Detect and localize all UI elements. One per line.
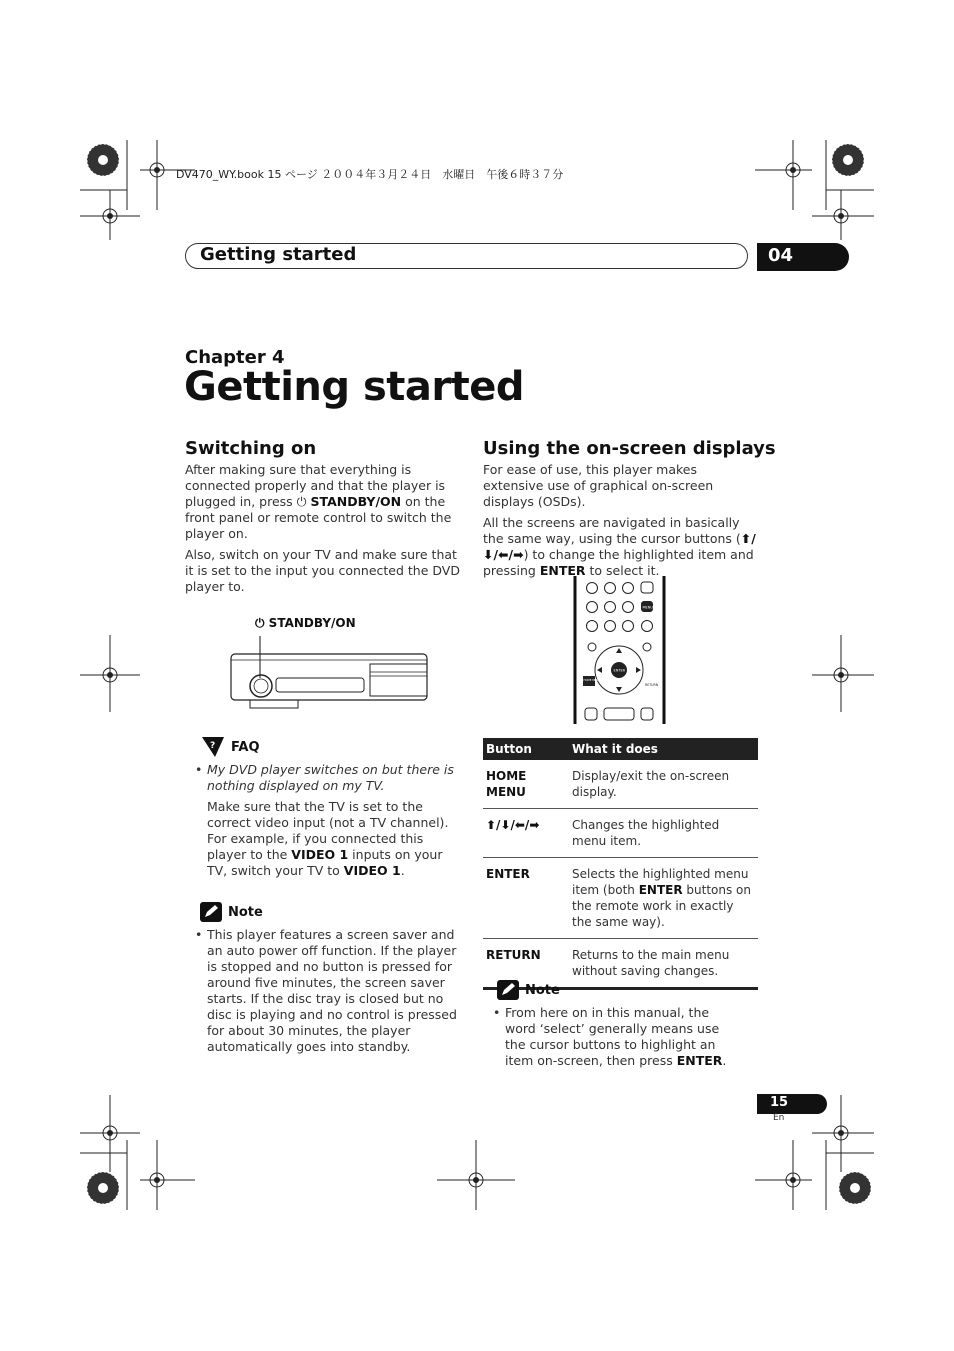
column-header-what-it-does: What it does <box>569 738 758 760</box>
osd-paragraph-2: All the screens are navigated in basically the same way, using the cursor buttons (⬆/⬇/⬅/➡) to change the highlighted item and pressing ENTER to select it. <box>483 515 756 578</box>
remote-control-illustration <box>572 576 668 726</box>
faq-body <box>193 762 461 879</box>
chapter-number: 04 <box>768 245 794 266</box>
header-title: Getting started <box>200 244 357 265</box>
print-info-line: DV470_WY.book 15 ページ ２００４年３月２４日 水曜日 午後６時３７分 <box>176 168 564 181</box>
note-2-body <box>491 1005 743 1069</box>
remote-return-label: RETURN <box>645 683 659 687</box>
note-2-text: • From here on in this manual, the word ‘select’ generally means use the cursor buttons to highlight an item on-screen, then press ENTER. <box>491 1005 743 1069</box>
page-number-tab <box>757 1094 827 1114</box>
power-icon: ⏻ <box>255 616 269 630</box>
chapter-label: Chapter 4 <box>185 347 285 368</box>
language-code: En <box>773 1113 785 1123</box>
note-1-body <box>193 927 461 1055</box>
table-header-row <box>483 738 758 760</box>
table-row: RETURN Returns to the main menu without saving changes. <box>483 939 758 989</box>
remote-menu-label: MENU <box>642 605 653 610</box>
column-header-button: Button <box>483 738 569 760</box>
table-row: ⬆/⬇/⬅/➡ Changes the highlighted menu item. <box>483 809 758 858</box>
note-1-text: • This player features a screen saver and an auto power off function. If the player is stopped and no button is pressed for around five minutes, the screen saver starts. If the disc tray is closed but no disc is playing and no control is pressed for about 30 minutes, the player automatically goes into standby. <box>193 927 461 1055</box>
standby-figure-label: ⏻ STANDBY/ON <box>255 616 356 630</box>
power-icon: ⏻ <box>296 494 311 509</box>
note-pencil-icon <box>200 902 222 922</box>
faq-question: • My DVD player switches on but there is nothing displayed on my TV. <box>193 762 461 794</box>
switching-on-body <box>185 462 460 600</box>
switching-on-heading: Switching on <box>185 438 317 459</box>
faq-icon <box>200 735 226 759</box>
svg-text:?: ? <box>210 741 216 751</box>
table-row: ENTER Selects the highlighted menu item (both ENTER buttons on the remote work in exactly the same way). <box>483 858 758 939</box>
table-row: HOME MENU Display/exit the on-screen display. <box>483 760 758 809</box>
cursor-arrows-icon: ⬆/⬇/⬅/➡ <box>483 531 756 562</box>
note-1-heading: Note <box>228 905 263 920</box>
dvd-player-front-illustration <box>228 630 428 712</box>
faq-answer: Make sure that the TV is set to the correct video input (not a TV channel). For example, if you connected this player to the VIDEO 1 inputs on your TV, switch your TV to VIDEO 1. <box>207 799 449 878</box>
page-title: Getting started <box>184 364 524 410</box>
faq-heading: FAQ <box>231 740 260 755</box>
remote-home-menu-label: HOME MENU <box>583 679 600 682</box>
osd-body <box>483 462 758 584</box>
osd-heading: Using the on-screen displays <box>483 438 776 459</box>
note-2-heading: Note <box>525 983 560 998</box>
remote-enter-label: ENTER <box>613 668 626 673</box>
switching-on-paragraph-2: Also, switch on your TV and make sure that it is set to the input you connected the DVD player to. <box>185 547 460 594</box>
note-pencil-icon <box>497 980 519 1000</box>
switching-on-paragraph-1: After making sure that everything is connected properly and that the player is plugged in, press ⏻ STANDBY/ON on the front panel or remote control to switch the player on. <box>185 462 452 541</box>
button-function-table <box>483 738 758 990</box>
page-number: 15 <box>770 1095 789 1110</box>
osd-paragraph-1: For ease of use, this player makes extensive use of graphical on-screen displays (OSDs). <box>483 462 714 509</box>
